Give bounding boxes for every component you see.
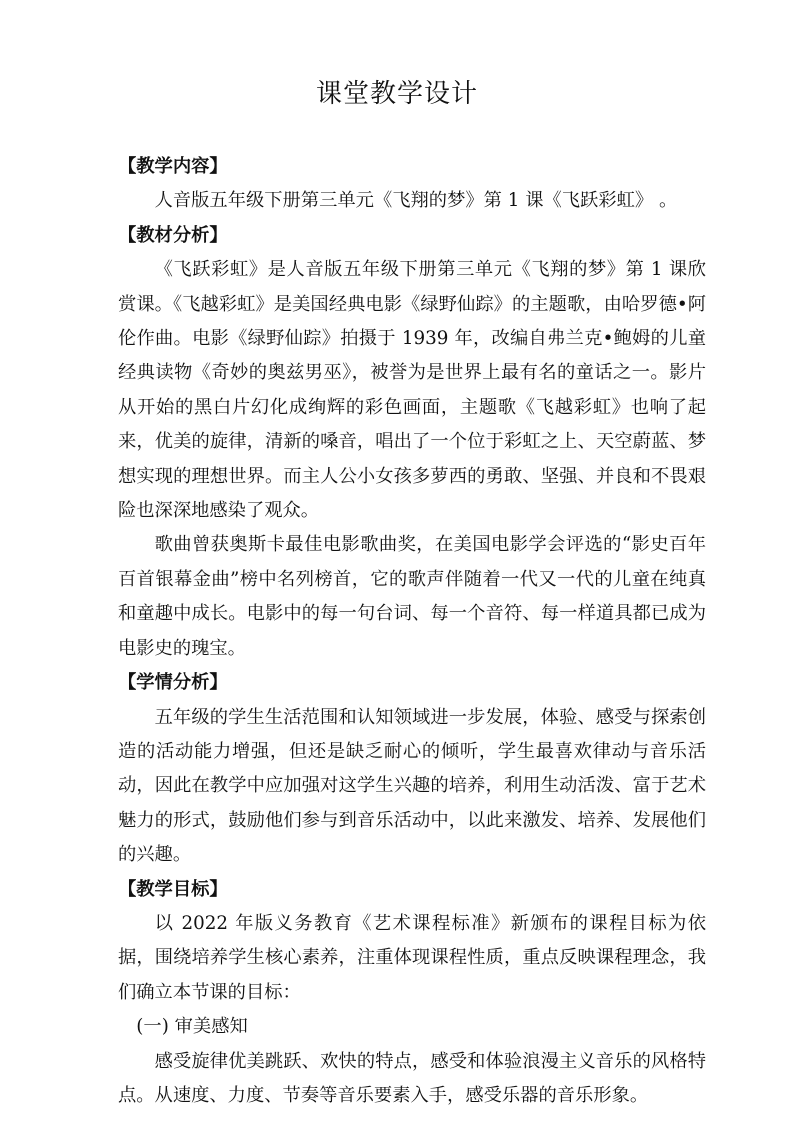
- document-title: 课堂教学设计: [315, 79, 478, 109]
- section-heading-material-analysis: 【教材分析】: [118, 224, 228, 246]
- paragraph: 以 2022 年版义务教育《艺术课程标准》新颁布的课程目标为依据，围绕培养学生核心素养，注重体现课程性质，重点反映课程理念，我们确立本节课的目标：: [118, 912, 706, 1003]
- section-heading-student-analysis: 【学情分析】: [118, 672, 228, 694]
- paragraph: 感受旋律优美跳跃、欢快的特点，感受和体验浪漫主义音乐的风格特点。从速度、力度、节奏等音乐要素入手，感受乐器的音乐形象。: [118, 1050, 706, 1106]
- paragraph: 歌曲曾获奥斯卡最佳电影歌曲奖，在美国电影学会评选的“影史百年百首银幕金曲”榜中名列榜首，它的歌声伴随着一代又一代的儿童在纯真和童趣中成长。电影中的每一句台词、每一个音符、每一样道具都已成为电影史的瑰宝。: [118, 534, 706, 659]
- paragraph: 五年级的学生生活范围和认知领域进一步发展，体验、感受与探索创造的活动能力增强，但还是缺乏耐心的倾听，学生最喜欢律动与音乐活动，因此在教学中应加强对这学生兴趣的培养，利用生动活泼、富于艺术魅力的形式，鼓励他们参与到音乐活动中，以此来激发、培养、发展他们的兴趣。: [118, 706, 706, 866]
- section-heading-teaching-content: 【教学内容】: [118, 156, 228, 177]
- paragraph: 人音版五年级下册第三单元《飞翔的梦》第 1 课《飞跃彩虹》 。: [154, 190, 678, 212]
- document-body: [118, 150, 706, 1113]
- section-heading-teaching-goals: 【教学目标】: [118, 878, 228, 900]
- subsection-heading-aesthetic-perception: (一) 审美感知: [136, 1016, 248, 1038]
- paragraph: 《飞跃彩虹》是人音版五年级下册第三单元《飞翔的梦》第 1 课欣赏课。《飞越彩虹》是美国经典电影《绿野仙踪》的主题歌，由哈罗德•阿伦作曲。电影《绿野仙踪》拍摄于 1939 年，改编自弗兰克•鲍姆的儿童经典读物《奇妙的奥兹男巫》，被誉为是世界上最有名的童话之一。影片从开始的黑白片幻化成绚辉的彩色画面，主题歌《飞越彩虹》也响了起来，优美的旋律，清新的嗓音，唱出了一个位于彩虹之上、天空蔚蓝、梦想实现的理想世界。而主人公小女孩多萝西的勇敢、坚强、并良和不畏艰险也深深地感染了观众。: [118, 259, 706, 522]
